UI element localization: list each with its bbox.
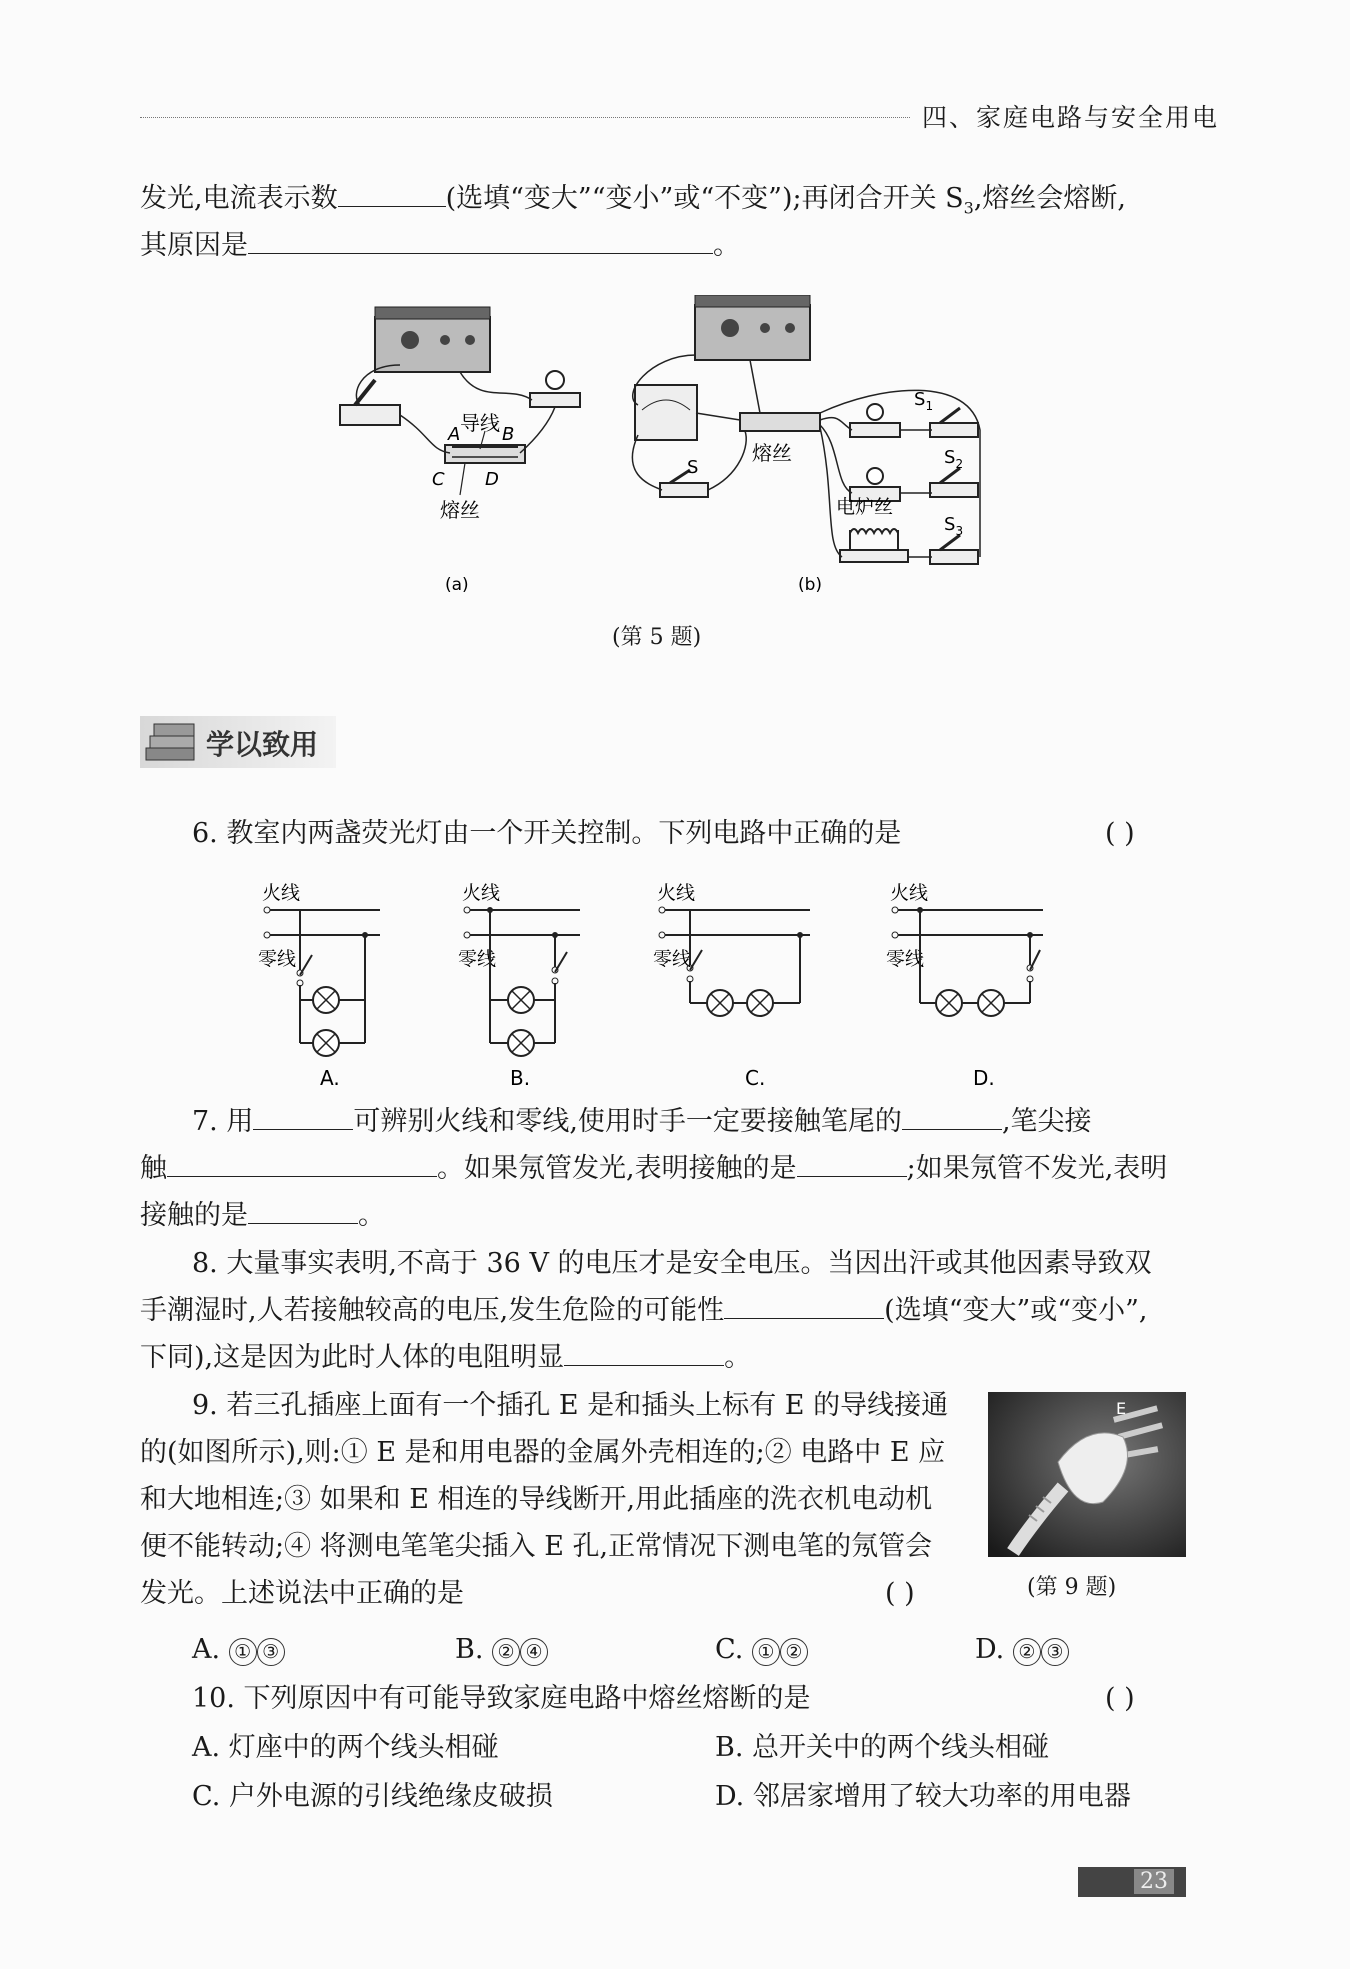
- circuit-option-d[interactable]: [886, 882, 1043, 1090]
- q9-line3: 和大地相连;③ 如果和 E 相连的导线断开,用此插座的洗衣机电动机: [140, 1484, 933, 1515]
- fig-b-heater-label: 电炉丝: [836, 496, 894, 518]
- fig-a-knife-switch: [340, 380, 400, 425]
- svg-text:火线: 火线: [262, 882, 301, 904]
- q7-blank-1[interactable]: [253, 1101, 353, 1130]
- q10-answer-bracket[interactable]: ( ): [1105, 1683, 1135, 1714]
- books-icon: [144, 720, 198, 764]
- fig-b-fuse-label: 熔丝: [752, 441, 792, 465]
- q7-line2: 触 。如果氖管发光,表明接触的是 ;如果氖管不发光,表明: [140, 1145, 1167, 1192]
- q10-option-c[interactable]: C. 户外电源的引线绝缘皮破损: [192, 1781, 553, 1812]
- q7-line1: 7. 用 可辨别火线和零线,使用时手一定要接触笔尾的 ,笔尖接: [192, 1098, 1092, 1145]
- q7-blank-4[interactable]: [797, 1148, 907, 1177]
- q10-option-d[interactable]: D. 邻居家增用了较大功率的用电器: [715, 1781, 1131, 1812]
- svg-text:零线: 零线: [258, 948, 297, 970]
- fig-b-caption: (b): [798, 575, 823, 595]
- fig-a-power-supply: [375, 307, 490, 372]
- q5-blank-2[interactable]: [248, 225, 713, 254]
- fig-a-label-D: D: [485, 469, 499, 490]
- q10-option-b[interactable]: B. 总开关中的两个线头相碰: [715, 1732, 1050, 1763]
- circuit-option-c[interactable]: [653, 882, 810, 1090]
- fig-b-S-label: S: [687, 457, 699, 478]
- q9-line2: 的(如图所示),则:① E 是和用电器的金属外壳相连的;② 电路中 E 应: [140, 1437, 946, 1468]
- q10-option-a[interactable]: A. 灯座中的两个线头相碰: [192, 1732, 499, 1763]
- section-title: 学以致用: [206, 728, 319, 761]
- svg-text:零线: 零线: [653, 948, 692, 970]
- fig-b-fuse-board: [740, 413, 820, 431]
- q8-blank-1[interactable]: [724, 1290, 884, 1319]
- q9-option-b[interactable]: B. ② ④: [455, 1626, 548, 1673]
- q10-stem: 10. 下列原因中有可能导致家庭电路中熔丝熔断的是: [192, 1683, 811, 1714]
- q9-option-c[interactable]: C. ① ②: [715, 1626, 808, 1673]
- q9-line1: 9. 若三孔插座上面有一个插孔 E 是和插头上标有 E 的导线接通: [192, 1390, 949, 1421]
- option-b-label: B.: [510, 1066, 531, 1090]
- fig-b-switch-S3: [930, 535, 978, 564]
- plug-E-label: E: [1116, 1399, 1127, 1418]
- svg-text:火线: 火线: [462, 882, 501, 904]
- q8-line1: 8. 大量事实表明,不高于 36 V 的电压才是安全电压。当因出汗或其他因素导致双: [192, 1248, 1152, 1279]
- q5-blank-1[interactable]: [338, 178, 446, 207]
- q5-line1: 发光,电流表示数 (选填“变大”“变小”或“不变”);再闭合开关 $S_3$,熔丝会熔断,: [140, 175, 1126, 231]
- fig-b-power-supply: [695, 295, 810, 360]
- q6-circuits: [250, 875, 1080, 1095]
- q9-answer-bracket[interactable]: ( ): [885, 1578, 915, 1609]
- option-d-label: D.: [973, 1066, 995, 1090]
- q5-figure: [320, 295, 1040, 605]
- fig-a-label-A: A: [448, 424, 461, 445]
- svg-text:零线: 零线: [458, 948, 497, 970]
- option-c-label: C.: [745, 1066, 766, 1090]
- fig-a-caption: (a): [445, 575, 469, 595]
- svg-text:火线: 火线: [890, 882, 929, 904]
- q8-line2: 手潮湿时,人若接触较高的电压,发生危险的可能性 (选填“变大”或“变小”,: [140, 1287, 1148, 1334]
- svg-text:火线: 火线: [657, 882, 696, 904]
- q6-answer-bracket[interactable]: ( ): [1105, 818, 1135, 849]
- fig-a-wire-label: 导线: [460, 411, 500, 435]
- circuit-option-b[interactable]: [458, 882, 580, 1090]
- section-badge: [140, 716, 336, 768]
- q7-line3: 接触的是 。: [140, 1192, 385, 1239]
- fig-b-switch-S: [660, 470, 708, 497]
- q5-caption: (第 5 题): [612, 625, 702, 650]
- q9-line5: 发光。上述说法中正确的是: [140, 1578, 464, 1609]
- q9-option-d[interactable]: D. ② ③: [975, 1626, 1069, 1673]
- q6-stem: 6. 教室内两盏荧光灯由一个开关控制。下列电路中正确的是: [192, 818, 902, 849]
- fig-b-ammeter: [635, 385, 697, 440]
- fig-b-heater: [840, 529, 908, 562]
- q9-caption: (第 9 题): [1027, 1575, 1117, 1600]
- q8-blank-2[interactable]: [564, 1337, 724, 1366]
- q7-blank-3[interactable]: [167, 1148, 437, 1177]
- fig-b-switch-S2: [930, 468, 978, 497]
- fig-b-switch-S1: [930, 408, 978, 437]
- q9-option-a[interactable]: A. ① ③: [192, 1626, 285, 1673]
- q5-line2: 其原因是 。: [140, 222, 740, 269]
- svg-text:零线: 零线: [886, 948, 925, 970]
- fig-a-label-C: C: [432, 469, 445, 490]
- plug-icon: [988, 1392, 1186, 1557]
- q7-blank-2[interactable]: [902, 1101, 1002, 1130]
- option-a-label: A.: [320, 1066, 340, 1090]
- circuit-option-a[interactable]: [258, 882, 380, 1090]
- q8-line3: 下同),这是因为此时人体的电阻明显 。: [140, 1334, 751, 1381]
- fig-b-S3-label: $S_3$: [944, 514, 964, 538]
- fig-a-label-B: B: [502, 424, 515, 445]
- page-number-box: [1078, 1867, 1186, 1897]
- fig-b-S1-label: $S_1$: [914, 389, 934, 413]
- page-number: 23: [1134, 1869, 1174, 1894]
- plug-photo: [988, 1392, 1186, 1557]
- fig-a-lamp: [530, 371, 580, 407]
- fig-b-S2-label: $S_2$: [944, 447, 964, 471]
- fig-a-fuse-board: [445, 445, 525, 463]
- q9-line4: 便不能转动;④ 将测电笔笔尖插入 E 孔,正常情况下测电笔的氖管会: [140, 1531, 933, 1562]
- section-header: 四、家庭电路与安全用电: [922, 103, 1220, 132]
- q7-blank-5[interactable]: [248, 1195, 358, 1224]
- fig-b-lamp-1: [850, 404, 900, 437]
- header-rule: [140, 117, 910, 118]
- fig-a-fuse-label: 熔丝: [440, 498, 480, 522]
